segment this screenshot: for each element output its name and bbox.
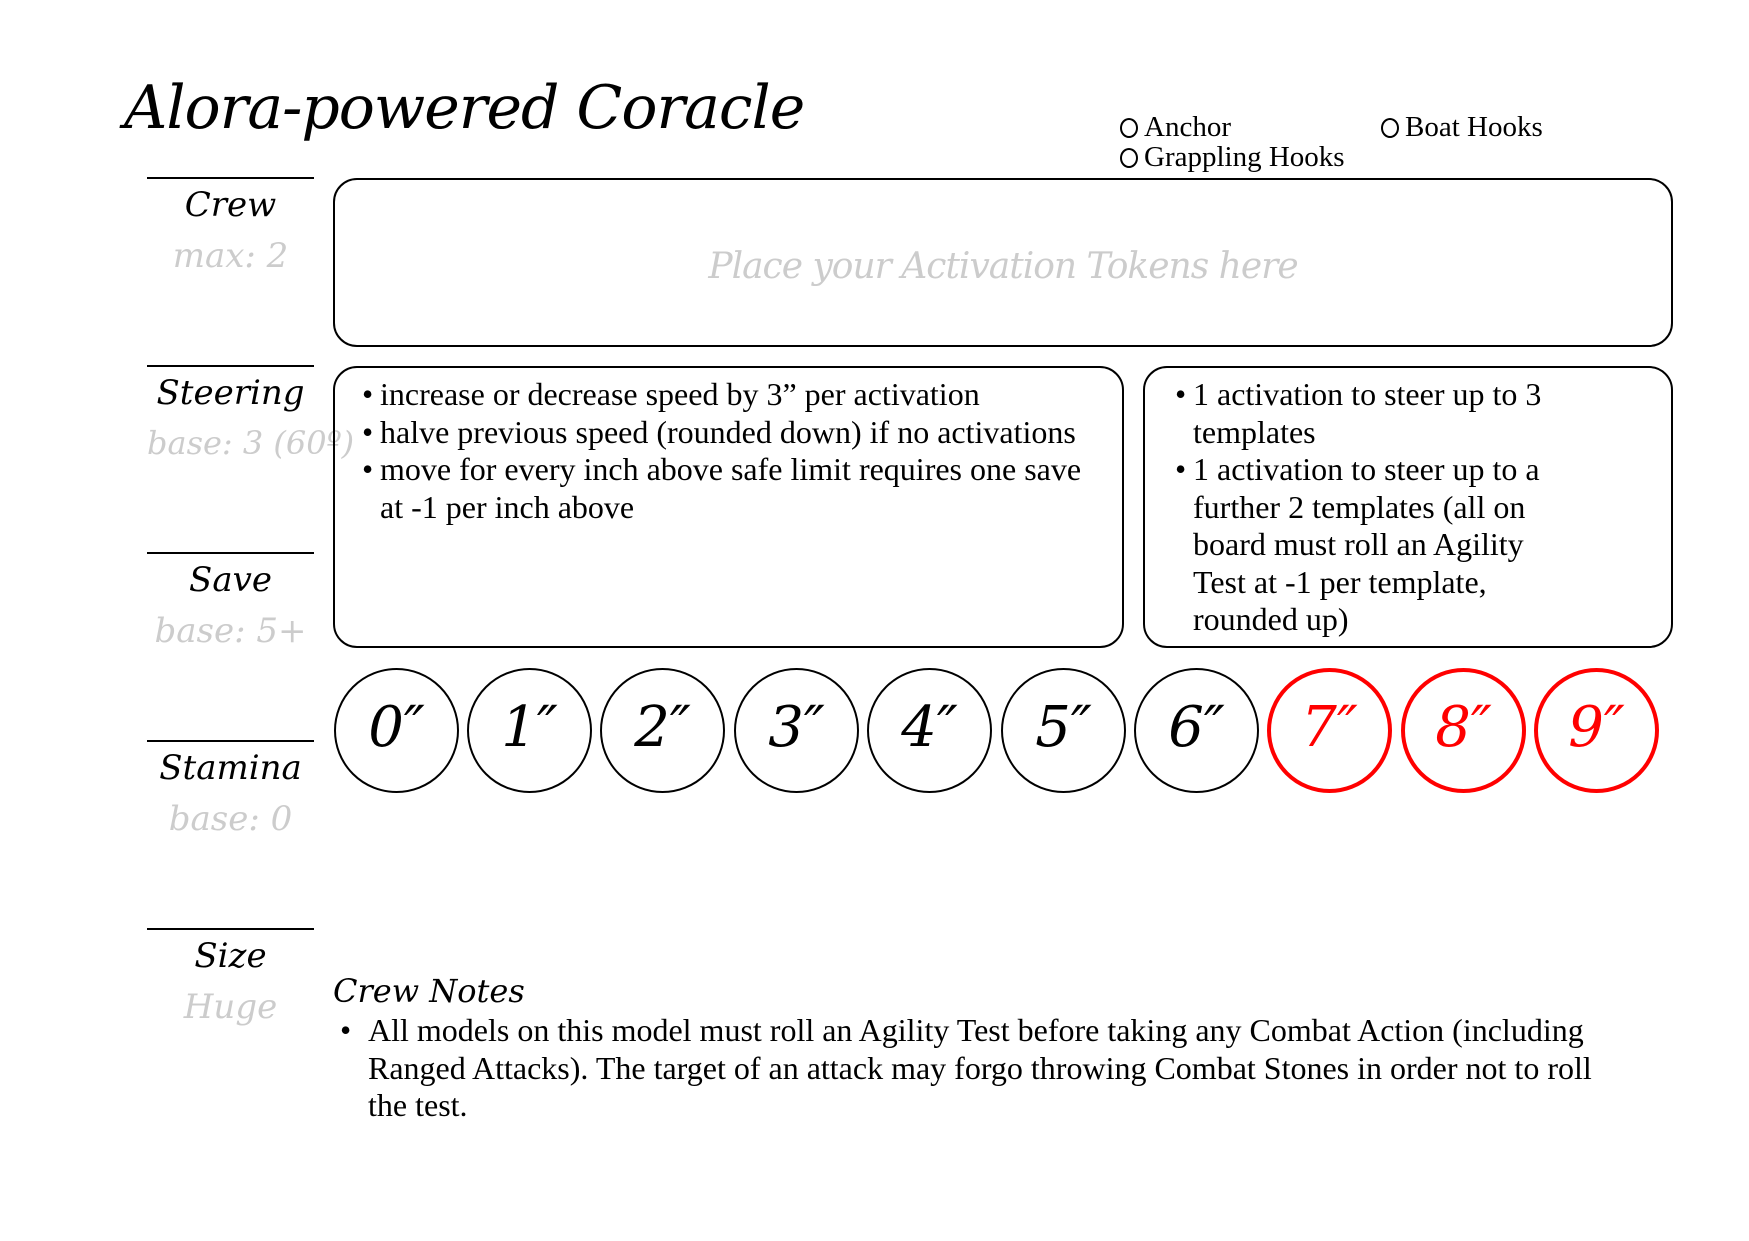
stat-crew-value: max: 2 — [172, 236, 289, 277]
stat-size-value: Huge — [183, 987, 278, 1028]
equipment-boat-hooks-label: Boat Hooks — [1405, 111, 1543, 143]
stat-steering-value: base: 3 (60º) — [147, 424, 355, 463]
steering-rule-item: • 1 activation to steer up to 3 templates — [1175, 376, 1575, 451]
stat-divider — [147, 365, 314, 367]
speed-rules-list — [362, 376, 1102, 526]
speed-value: 5″ — [1035, 694, 1092, 760]
activation-placeholder: Place your Activation Tokens here — [708, 246, 1298, 287]
equipment-anchor-label: Anchor — [1144, 111, 1231, 143]
stat-divider — [147, 928, 314, 930]
stat-stamina-label: Stamina — [159, 748, 302, 788]
page-title: Alora-powered Coracle — [124, 73, 805, 143]
steering-rules-box — [1143, 366, 1673, 648]
crew-note-item: • All models on this model must roll an Agility Test before taking any Combat Action (including Ranged Attacks). The target of an attack may forgo throwing Combat Stones in order not to roll the test. — [340, 1012, 1600, 1125]
stat-divider — [147, 177, 314, 179]
equipment-boat-hooks[interactable] — [1381, 113, 1543, 142]
stat-divider — [147, 552, 314, 554]
crew-notes-title: Crew Notes — [333, 972, 525, 1010]
speed-circle-5[interactable] — [1001, 668, 1126, 793]
stat-size — [147, 928, 314, 1027]
stat-steering — [147, 365, 355, 463]
activation-token-area[interactable] — [333, 178, 1673, 347]
stat-save-value: base: 5+ — [154, 611, 307, 652]
speed-value: 7″ — [1301, 694, 1358, 760]
steering-rule-item: • 1 activation to steer up to a further 2 templates (all on board must roll an Agility Test at -1 per template, rounded up) — [1175, 451, 1575, 639]
speed-value: 8″ — [1435, 694, 1492, 760]
stat-steering-label: Steering — [156, 373, 305, 413]
steering-rules-list — [1175, 376, 1575, 639]
speed-value: 4″ — [901, 694, 958, 760]
speed-value: 1″ — [501, 694, 558, 760]
speed-circle-8[interactable] — [1401, 668, 1526, 793]
speed-circle-0[interactable] — [334, 668, 459, 793]
speed-value: 6″ — [1168, 694, 1225, 760]
stat-crew-label: Crew — [184, 185, 277, 225]
speed-rules-box — [333, 366, 1124, 648]
speed-circle-9[interactable] — [1534, 668, 1659, 793]
speed-circle-2[interactable] — [600, 668, 725, 793]
speed-circle-3[interactable] — [734, 668, 859, 793]
checkbox-anchor-icon[interactable] — [1120, 118, 1138, 138]
crew-notes-list — [340, 1012, 1600, 1125]
checkbox-grappling-hooks-icon[interactable] — [1120, 148, 1138, 168]
stat-crew — [147, 177, 314, 276]
stat-stamina-value: base: 0 — [168, 799, 293, 840]
stat-save-label: Save — [189, 560, 272, 600]
speed-rule-item: • halve previous speed (rounded down) if no activations — [362, 414, 1102, 452]
speed-rule-item: • move for every inch above safe limit requires one save at -1 per inch above — [362, 451, 1102, 526]
speed-circle-7[interactable] — [1267, 668, 1392, 793]
stat-divider — [147, 740, 314, 742]
stat-size-label: Size — [194, 936, 267, 976]
speed-circle-1[interactable] — [467, 668, 592, 793]
checkbox-boat-hooks-icon[interactable] — [1381, 118, 1399, 138]
equipment-grappling-hooks-label: Grappling Hooks — [1144, 141, 1345, 173]
speed-circle-6[interactable] — [1134, 668, 1259, 793]
speed-value: 3″ — [768, 694, 825, 760]
stat-save — [147, 552, 314, 651]
stat-stamina — [147, 740, 314, 839]
speed-value: 9″ — [1568, 694, 1625, 760]
speed-value: 2″ — [634, 694, 691, 760]
speed-circle-4[interactable] — [867, 668, 992, 793]
equipment-grappling-hooks[interactable] — [1120, 143, 1345, 172]
equipment-anchor[interactable] — [1120, 113, 1231, 142]
speed-rule-item: • increase or decrease speed by 3” per activation — [362, 376, 1102, 414]
speed-value: 0″ — [368, 694, 425, 760]
